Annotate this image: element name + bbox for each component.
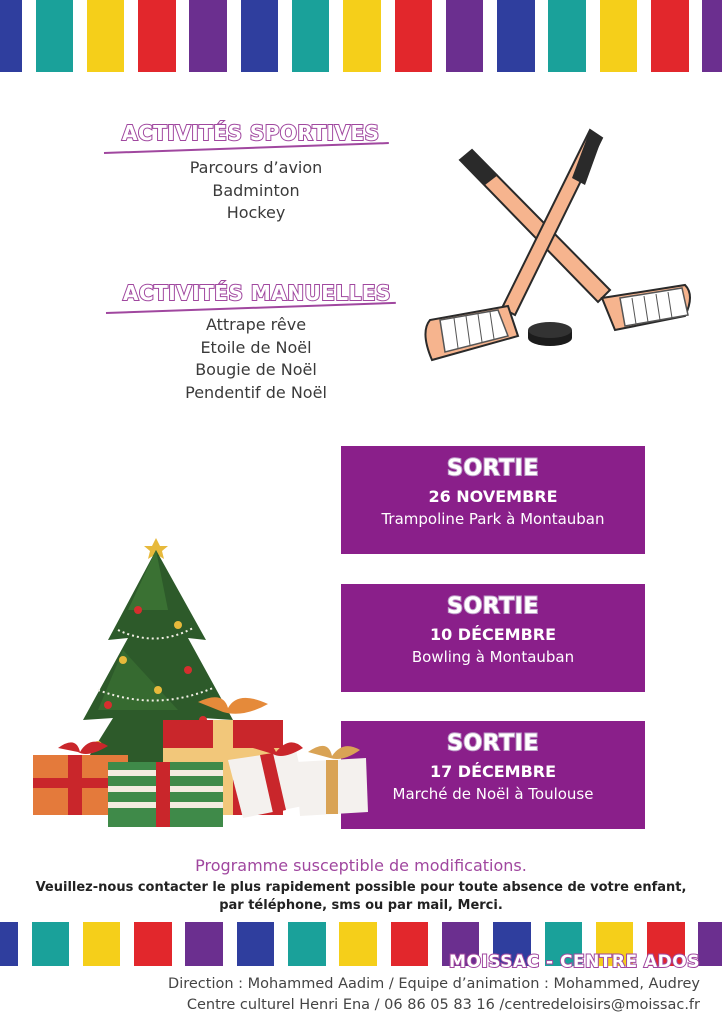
bunting-flag xyxy=(391,922,428,966)
bunting-flag xyxy=(83,922,120,966)
outing-place: Bowling à Montauban xyxy=(411,648,575,666)
notice-title: Programme susceptible de modifications. xyxy=(195,856,527,875)
outing-date: 17 DÉCEMBRE xyxy=(429,762,557,781)
sports-list xyxy=(156,157,356,225)
outing-date: 26 NOVEMBRE xyxy=(428,487,558,506)
bunting-flag xyxy=(185,922,222,966)
outing-card xyxy=(341,446,645,554)
outing-title: SORTIE xyxy=(447,456,539,481)
bunting-flag xyxy=(0,0,22,72)
bunting-flag xyxy=(446,0,483,72)
hockey-sticks-icon xyxy=(420,120,700,370)
bunting-flag xyxy=(702,0,722,72)
list-item: Hockey xyxy=(226,203,286,222)
outing-title: SORTIE xyxy=(447,731,539,756)
top-bunting xyxy=(0,0,722,72)
bunting-flag xyxy=(288,922,325,966)
sports-heading: ACTIVITÉS SPORTIVES xyxy=(122,121,380,145)
bunting-flag xyxy=(600,0,637,72)
notice xyxy=(0,856,722,915)
bunting-flag xyxy=(497,0,534,72)
list-item: Bougie de Noël xyxy=(195,360,317,379)
list-item: Badminton xyxy=(212,180,300,200)
outing-card xyxy=(341,584,645,692)
gift-boxes-icon xyxy=(28,690,373,830)
outing-title: SORTIE xyxy=(447,594,539,619)
outing-card xyxy=(341,721,645,829)
list-item: Etoile de Noël xyxy=(200,337,312,357)
list-item: Parcours d’avion xyxy=(189,158,323,177)
bunting-flag xyxy=(87,0,124,72)
bunting-flag xyxy=(339,922,376,966)
crafts-heading: ACTIVITÉS MANUELLES xyxy=(123,281,391,305)
footer-contact: Centre culturel Henri Ena / 06 86 05 83 16 /centredeloisirs@moissac.fr xyxy=(186,997,700,1013)
bunting-flag xyxy=(32,922,69,966)
bunting-flag xyxy=(189,0,226,72)
bunting-flag xyxy=(134,922,171,966)
notice-body xyxy=(0,879,722,915)
bunting-flag xyxy=(395,0,432,72)
outing-place: Marché de Noël à Toulouse xyxy=(392,785,594,803)
bunting-flag xyxy=(36,0,73,72)
bunting-flag xyxy=(292,0,329,72)
bunting-flag xyxy=(138,0,175,72)
footer-staff: Direction : Mohammed Aadim / Equipe d’animation : Mohammed, Audrey xyxy=(168,976,700,992)
notice-line: Veuillez-nous contacter le plus rapidement possible pour toute absence de votre enfant, xyxy=(35,880,687,895)
crafts-list xyxy=(156,314,356,404)
notice-line: par téléphone, sms ou par mail, Merci. xyxy=(219,898,503,913)
bunting-flag xyxy=(343,0,380,72)
list-item: Attrape rêve xyxy=(205,315,307,334)
bunting-flag xyxy=(237,922,274,966)
outing-place: Trampoline Park à Montauban xyxy=(381,510,605,528)
bunting-flag xyxy=(0,922,18,966)
bunting-flag xyxy=(548,0,585,72)
bunting-flag xyxy=(241,0,278,72)
outing-date: 10 DÉCEMBRE xyxy=(429,625,557,644)
list-item: Pendentif de Noël xyxy=(185,382,327,402)
bunting-flag xyxy=(698,922,722,966)
bunting-flag xyxy=(651,0,688,72)
footer-title: MOISSAC - CENTRE ADOS xyxy=(449,952,700,972)
